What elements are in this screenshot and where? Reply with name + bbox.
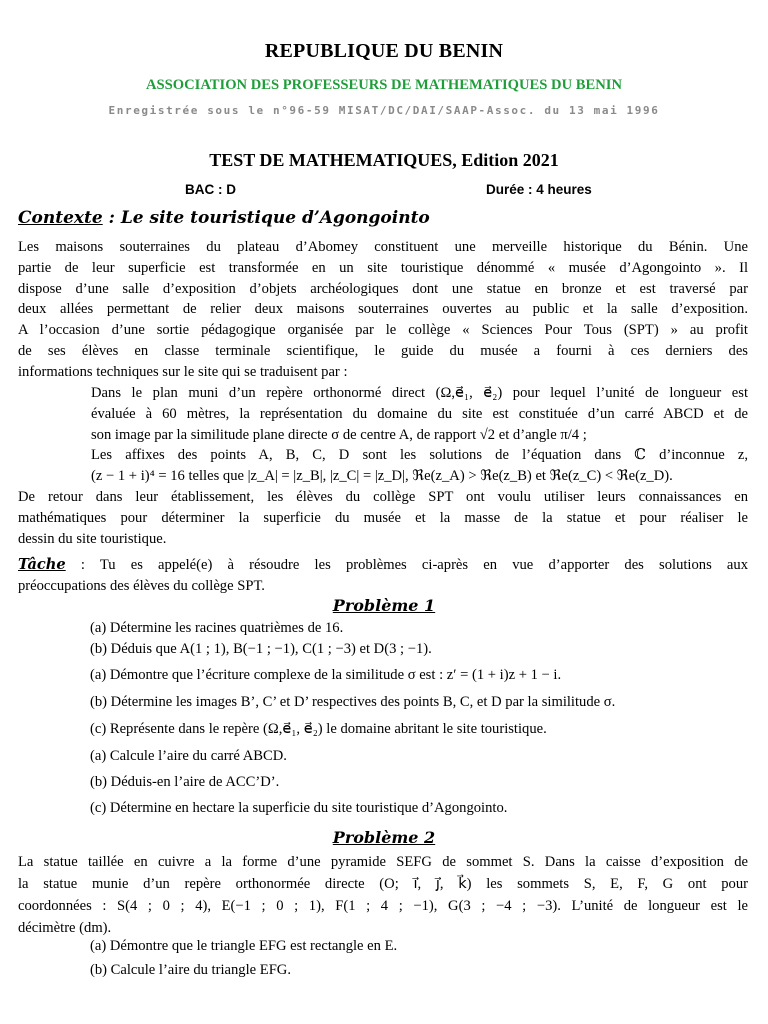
problem-1-item: (a) Démontre que l’écriture complexe de la similitude σ est : z′ = (1 + i)z + 1 − i. [90,667,562,683]
registration-line: Enregistrée sous le n°96-59 MISAT/DC/DAI/SAAP-Assoc. du 13 mai 1996 [108,104,660,117]
problem-2-line: coordonnées : S(4 ; 0 ; 4), E(−1 ; 0 ; 1), F(1 ; 4 ; −1), G(3 ; −4 ; −3). L’unité de longueur est le [18,898,748,914]
problem-2-title: Problème 2 [332,828,436,847]
problem-2-line: La statue taillée en cuivre a la forme d’une pyramide SEFG de sommet S. Dans la caisse d’exposition de [18,854,748,870]
context-p1-line: dispose d’une salle d’exposition d’objets archéologiques dont une statue en bronze et est traversé par [18,280,748,297]
test-title: TEST DE MATHEMATIQUES, Edition 2021 [209,150,559,170]
problem-2-line: la statue munie d’un repère orthonormée directe (O; i⃗, j⃗, k⃗) les sommets S, E, F, G ont pour [18,876,748,892]
problem-1-item: (a) Détermine les racines quatrièmes de 16. [90,620,344,636]
problem-1-title: Problème 1 [332,596,436,615]
problem-1-item: (b) Détermine les images B’, C’ et D’ respectives des points B, C, et D par la similitude σ. [90,694,616,710]
context-paragraph-1 [18,237,748,383]
problem-2-line: décimètre (dm). [18,920,112,936]
bac-label: BAC : D [185,182,236,197]
context-p1-line: Les maisons souterraines du plateau d’Abomey constituent une merveille historique du Bénin. Une [18,239,748,255]
problem-2-item: (b) Calcule l’aire du triangle EFG. [90,962,291,978]
technical-line: Dans le plan muni d’un repère orthonormé direct (Ω,e⃗₁, e⃗₂) pour lequel l’unité de longueur est [91,385,748,401]
context-p1-line: informations techniques sur le site qui se traduisent par : [18,363,348,380]
problem-2-statement [18,851,748,939]
context-heading [18,208,430,228]
context-p1-line: deux allées permettant de relier deux maisons souterraines ouvertes au public et la salle d’exposition. [18,301,748,318]
technical-line: Les affixes des points A, B, C, D sont les solutions de l’équation dans ℂ d’inconnue z, [91,447,748,464]
technical-line: évaluée à 60 mètres, la représentation du domaine du site est constituée d’un carré ABCD et de [91,405,748,422]
context-p1-line: A l’occasion d’une sortie pédagogique organisée par le collège « Sciences Pour Tous (SPT) » au profit [18,322,748,339]
country-title: REPUBLIQUE DU BENIN [264,40,504,62]
context-p2-line: De retour dans leur établissement, les élèves du collège SPT ont voulu utiliser leurs connaissances en [18,489,748,505]
task-line-2: préoccupations des élèves du collège SPT. [18,577,265,594]
task-paragraph [18,555,748,597]
technical-line: son image par la similitude plane directe σ de centre A, de rapport √2 et d’angle π/4 ; [91,426,587,443]
context-p1-line: partie de leur superficie est transformée en un site touristique dénommé « musée d’Agongointo ». Il [18,259,748,276]
problem-1-item: (a) Calcule l’aire du carré ABCD. [90,748,287,764]
task-line-1 [18,555,748,576]
context-p2-line: dessin du site touristique. [18,530,167,547]
context-p2-line: mathématiques pour déterminer la superficie du musée et la masse de la statue et pour réaliser le [18,509,748,526]
problem-1-item: (c) Représente dans le repère (Ω,e⃗₁, e⃗₂) le domaine abritant le site touristique. [90,721,547,737]
task-label: Tâche [18,556,66,573]
technical-line: (z − 1 + i)⁴ = 16 telles que |z_A| = |z_B|, |z_C| = |z_D|, ℜe(z_A) > ℜe(z_B) et ℜe(z_C) < ℜe(z_D). [91,468,673,485]
problem-1-item: (b) Déduis-en l’aire de ACC’D’. [90,774,280,790]
problem-1-item: (c) Détermine en hectare la superficie du site touristique d’Agongointo. [90,800,508,816]
task-line-1-text: : Tu es appelé(e) à résoudre les problèmes ci-après en vue d’apporter des solutions aux [65,557,748,573]
context-paragraph-2 [18,487,748,549]
problem-1-item: (b) Déduis que A(1 ; 1), B(−1 ; −1), C(1 ; −3) et D(3 ; −1). [90,641,432,657]
context-separator: : [102,208,121,228]
problem-2-item: (a) Démontre que le triangle EFG est rectangle en E. [90,938,398,954]
association-title: ASSOCIATION DES PROFESSEURS DE MATHEMATIQUES DU BENIN [145,77,622,93]
context-title: Le site touristique d’Agongointo [120,208,430,228]
context-label: Contexte [18,208,103,228]
context-p1-line: de ses élèves en classe terminale scientifique, le guide du musée a fourni à ces derniers des [18,342,748,359]
context-technical-info [18,383,748,487]
duration-label: Durée : 4 heures [486,182,592,197]
